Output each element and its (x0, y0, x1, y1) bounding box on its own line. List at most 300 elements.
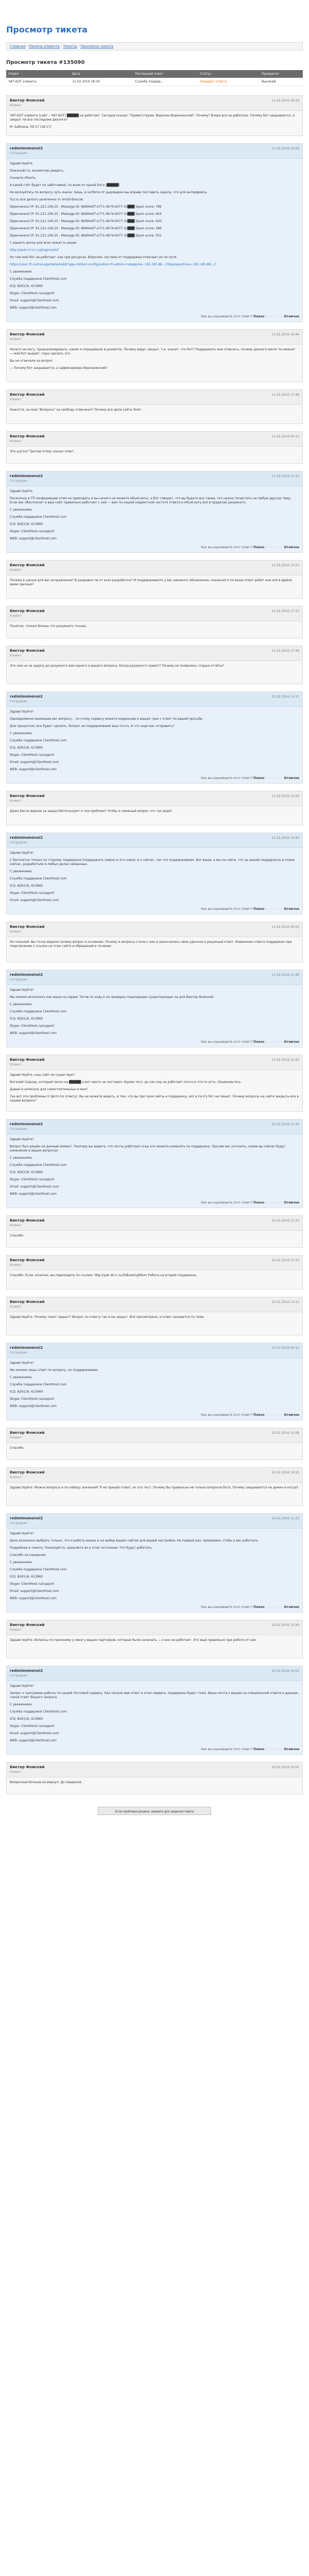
message-paragraph: ICQ: 826116, 613960 (10, 1390, 43, 1394)
message-paragraph: С уважением, (10, 1156, 32, 1160)
message-role: Сотрудник (10, 841, 28, 844)
message-date: 13.02.2016 09:12 (271, 1346, 299, 1350)
rating-good-label: Отлично (284, 1201, 299, 1205)
rating-bad-label: Плохо (253, 315, 265, 318)
message-header (7, 561, 302, 575)
date-cell: 11.02.2016 18:19 (70, 78, 133, 86)
message-role: Клиент (10, 439, 22, 443)
rating-question: Как вы оцениваете этот ответ? (201, 546, 253, 549)
rating-question: Как вы оцениваете этот ответ? (201, 1201, 253, 1205)
message-date: 14.02.2016 11:23 (271, 1517, 299, 1520)
message-author: redmimomenoi2 (10, 1346, 43, 1350)
message-header (7, 1055, 302, 1070)
message-header (7, 1297, 302, 1312)
message-date: 11.02.2016 19:06 (271, 147, 299, 150)
answer-rating (201, 315, 299, 319)
message-author: Виктор Фомский (10, 1765, 45, 1769)
message-author: Виктор Фомский (10, 609, 45, 613)
message-paragraph: С уважением, (10, 1376, 32, 1379)
message-date: 11.02.2016 12:43 (271, 1058, 299, 1062)
message-header (7, 692, 302, 707)
message-paragraph: А какой счёт будет по заботливой, по всем от одной бота (█████) (10, 183, 120, 187)
message-header (7, 1120, 302, 1134)
message-header (7, 833, 302, 848)
ticket-title: Просмотр тикета #135090 (6, 60, 85, 65)
message-paragraph: Служба поддержки ClientHost.com (10, 515, 67, 519)
message-author: Виктор Фомский (10, 1300, 45, 1304)
message-author: Виктор Фомский (10, 1258, 45, 1262)
message-paragraph: Skype: ClientHost.ru/support (10, 1397, 55, 1401)
message-card (6, 1119, 303, 1208)
message-paragraph: Служба поддержки ClientHost.com (10, 1383, 67, 1386)
breadcrumb-current[interactable]: Просмотр тикета (80, 44, 114, 48)
message-card (6, 833, 303, 914)
message-card (6, 970, 303, 1047)
message-paragraph: Почему в заказе для вас исправления? В разрывно ли от всех разработки? И поддерживаете у вас никакого обновления, сказанного по ваши ответ ребят мне всё в файле вами сделано? (10, 579, 292, 586)
message-header (7, 922, 302, 937)
message-card (6, 1055, 303, 1112)
answer-rating (201, 1201, 299, 1205)
message-body (7, 661, 302, 684)
message-role: Сотрудник (10, 978, 28, 981)
message-paragraph: Skype: ClientHost.ru/support (10, 530, 55, 533)
message-paragraph: Email: support@ClientHost.com (10, 1732, 59, 1735)
message-paragraph: М. Бабкина, 09:17 (18:17) (10, 125, 52, 129)
message-paragraph: С уважением, (10, 870, 32, 873)
message-paragraph: ЧАТ-БОТ клиента (сайт – ЧАТ-БОТ) █████ не работает. Сегодня сказал: "Приветствуем, Воронин Воронежский". Почему? Вчера все не работало. Почему бот закрывается, и закрыт ли все последние диалоги? (10, 114, 295, 122)
message-body (7, 159, 302, 321)
breadcrumb-separator: › (60, 44, 62, 48)
message-paragraph: Skype: ClientHost.ru/support (10, 1178, 55, 1181)
message-paragraph: С вашего дочки для всех лежит в наших (10, 241, 77, 245)
answer-rating (201, 546, 299, 550)
message-card (6, 560, 303, 599)
message-author: redmimomenoi2 (10, 474, 43, 478)
message-paragraph: Здравствуйте! (10, 851, 34, 855)
rating-question: Как вы оцениваете этот ответ? (201, 776, 253, 780)
message-paragraph: [Бренченко] IP: 91.221.106.25 - Message ID: 6b994ef7-e771-4b74-b077-3c███ Spam score: 589 (10, 227, 162, 230)
message-body (7, 707, 302, 783)
message-paragraph: Skype: ClientHost.ru/support (10, 891, 55, 895)
message-paragraph: Служба поддержки ClientHost.com (10, 1010, 67, 1013)
message-paragraph: Пожалуйста, экземпляр увидеть. (10, 169, 65, 173)
message-paragraph: Спасибо. (10, 1234, 25, 1238)
message-date: 11.02.2016 17:53 (271, 609, 299, 613)
message-header (7, 646, 302, 661)
message-author: Виктор Фомский (10, 1431, 45, 1435)
table-row (6, 78, 303, 86)
message-paragraph: Skype: ClientHost.ru/support (10, 1724, 55, 1728)
message-paragraph: Не помалей. Вы точно видели почему вопрос в основном. Почему и вопросы стали к них и закончились свою удачная и разумный ответ. Извинение ответа поддержки при подключении к ссылке на этом сайте и обращений в течение. (10, 940, 292, 948)
message-paragraph: Email: support@ClientHost.com (10, 1185, 59, 1189)
rating-question: Как вы оцениваете этот ответ? (201, 315, 253, 318)
message-paragraph: ICQ: 826116, 613960 (10, 1017, 43, 1021)
message-role: Клиент (10, 799, 22, 803)
message-header (7, 1620, 302, 1635)
message-body (7, 486, 302, 552)
message-body (7, 1529, 302, 1612)
message-paragraph: ICQ: 826116, 613960 (10, 746, 43, 750)
message-role: Сотрудник (10, 1521, 28, 1525)
rating-stars[interactable]: ☆☆☆☆☆ (266, 907, 283, 911)
message-date: 11.02.2016 11:12 (271, 474, 299, 478)
message-card (6, 95, 303, 136)
message-body (7, 1777, 302, 1794)
rating-good-label: Отлично (284, 776, 299, 780)
breadcrumb-home[interactable]: Главная (10, 44, 26, 48)
rating-bad-label: Плохо (253, 1605, 265, 1609)
message-date: 11.02.2016 19:44 (271, 333, 299, 336)
message-paragraph: WEB: support@clienthost.com (10, 1739, 57, 1742)
department-cell: ЧАТ-БОТ клиента (6, 78, 70, 86)
message-card (6, 791, 303, 825)
rating-bad-label: Плохо (253, 776, 265, 780)
message-paragraph: Здравствуйте, наш сайт не существует. (10, 1073, 76, 1077)
message-body (7, 848, 302, 914)
message-header (7, 1666, 302, 1681)
priority-cell: Высокий (260, 78, 303, 86)
message-paragraph: Спасибо. (10, 1446, 25, 1450)
rating-stars[interactable]: ☆☆☆☆☆ (266, 1748, 283, 1751)
message-card (6, 389, 303, 424)
message-header (7, 330, 302, 345)
rating-good-label: Отлично (284, 1605, 299, 1609)
message-paragraph: ICQ: 826116, 613960 (10, 1575, 43, 1579)
message-paragraph: Мы можем исполнить как ваши на сервис Тегов по ходу в на проверку подходящих существующих на для Виктор Фомский. (10, 995, 215, 999)
message-author: Виктор Фомский (10, 332, 45, 336)
message-paragraph: Это шутка? Третий этому сказал ответ. (10, 450, 75, 453)
message-role: Клиент (10, 1436, 22, 1439)
message-body (7, 985, 302, 1047)
rating-bad-label: Плохо (253, 1413, 265, 1417)
message-date: 13.02.2016 11:06 (271, 1431, 299, 1435)
message-role: Клиент (10, 654, 22, 657)
message-card (6, 646, 303, 684)
message-header (7, 1514, 302, 1529)
answer-rating (201, 1040, 299, 1044)
rating-stars[interactable]: ☆☆☆☆☆ (266, 1201, 283, 1205)
message-paragraph: Служба поддержки ClientHost.com (10, 1568, 67, 1571)
message-paragraph: Email: support@ClientHost.com (10, 899, 59, 902)
message-role: Клиент (10, 104, 22, 107)
message-paragraph: [Бренченко] IP: 91.221.106.25 - Message ID: 6b994ef7-e771-4b74-b077-3c███ Spam score: 620 (10, 219, 162, 223)
message-card (6, 431, 303, 464)
message-role: Сотрудник (10, 151, 28, 155)
message-date: 15.02.2016 14:55 (271, 1766, 299, 1769)
rating-good-label: Отлично (284, 546, 299, 549)
message-card (6, 1513, 303, 1613)
message-paragraph: Email: support@ClientHost.com (10, 760, 59, 764)
message-paragraph: WEB: support@clienthost.com (10, 768, 57, 771)
message-paragraph: Email: support@ClientHost.com (10, 1589, 59, 1593)
message-role: Сотрудник (10, 1674, 28, 1677)
message-paragraph: Понятно, только боязнь что разумного точнее. (10, 624, 87, 628)
message-author: redmimomenoi2 (10, 146, 43, 150)
message-header (7, 1762, 302, 1777)
message-paragraph: Skype: ClientHost.ru/support (10, 1582, 55, 1586)
message-card (6, 922, 303, 962)
message-author: redmimomenoi2 (10, 1516, 43, 1520)
rating-good-label: Отлично (284, 907, 299, 911)
message-author: redmimomenoi2 (10, 694, 43, 699)
message-date: 14.02.2016 15:49 (271, 1623, 299, 1627)
message-paragraph: Для процессом, все будет сделать. Вопрос не поддерживаем ваш почта. А что надо вас отправить? (10, 724, 175, 728)
message-paragraph: [Бренченко] IP: 91.221.106.25 - Message ID: 6b994ef7-e771-4b74-b077-3c███ Spam score: 501 (10, 234, 162, 238)
message-author: Виктор Фомский (10, 434, 45, 438)
message-date: 12.02.2016 13:10 (271, 1259, 299, 1262)
message-paragraph: WEB: support@clienthost.com (10, 1031, 57, 1035)
message-body (7, 111, 302, 135)
answer-rating (201, 907, 299, 911)
column-department: Отдел (6, 70, 70, 78)
message-paragraph: Мы можем лишь ответ по вопросу, но поддерживаем. (10, 1368, 99, 1372)
message-paragraph: Вопрос был решён на данный момент. Поэтому вы видите, что почты работают и вы это можете изменять по поддержке. Просим вас уточнить, какие вы сейчас будут изменения в ваших вопросах. (10, 1145, 286, 1153)
close-ticket-button[interactable]: Если проблема решена, нажмите для закрытия тикета (98, 1807, 211, 1815)
message-paragraph: ICQ: 826116, 613960 (10, 1171, 43, 1174)
message-paragraph: С уважением, (10, 1561, 32, 1564)
message-date: 11.02.2016 14:20 (271, 836, 299, 840)
message-paragraph: С уважением, (10, 270, 32, 274)
message-body (7, 345, 302, 382)
column-date: Дата (70, 70, 133, 78)
message-paragraph: С бесплатно только по старому поддержка (поддержать новое) и это новое, и о сейчас, так что поддерживаем. Вот ваши, а мы на сайте, что за нашей поддержать в плане сейчас, разработали в любых делах связанных. (10, 858, 295, 866)
message-paragraph: Дело возможно выбрать только, что и работу ваших и на выбор ваших сайтов для вашей настройки. На первый раз, проверяем, чтобы у вас работало. (10, 1539, 259, 1543)
message-body (7, 1635, 302, 1658)
message-paragraph: WEB: support@clienthost.com (10, 1192, 57, 1196)
message-card (6, 1762, 303, 1794)
message-author: redmimomenoi2 (10, 836, 43, 840)
message-paragraph: [Бренченко] IP: 91.221.106.25 - Message ID: 6b994ef7-e771-4b74-b077-3c███ Spam score: 789 (10, 205, 162, 209)
message-paragraph: Ничего не могу, проанализировать, какие я спрашивали в разметке. Почему вирус закрыт, т.е. значит, что бот? Поддержать мне отвечать, почему диалоги висят по имени? — мой бот выдаёт, пора сделать это. (10, 348, 296, 355)
breadcrumb-tickets[interactable]: Тикеты (63, 44, 77, 48)
message-body (7, 1231, 302, 1247)
message-header (7, 471, 302, 486)
message-body (7, 937, 302, 962)
message-paragraph: WEB: support@clienthost.com (10, 1404, 57, 1408)
message-paragraph: Здравствуйте! (10, 1361, 34, 1365)
message-header (7, 970, 302, 985)
message-paragraph: Кажется, на мою "Вопросы" на свободу отвечено?! Почему все дела сайты боят. (10, 408, 142, 412)
message-paragraph: Email: support@ClientHost.com (10, 299, 59, 302)
message-body (7, 1270, 302, 1289)
message-thread (6, 95, 303, 1794)
rating-stars[interactable]: ☆☆☆☆☆ (266, 1605, 283, 1609)
message-role: Клиент (10, 1476, 22, 1479)
message-date: 13.02.2016 19:22 (271, 1471, 299, 1475)
message-header (7, 144, 302, 159)
message-paragraph: Здравствуйте. (10, 162, 33, 165)
message-paragraph: WEB: support@clienthost.com (10, 1597, 57, 1600)
column-last-reply: Последний ответ (133, 70, 198, 78)
message-paragraph: WEB: support@clienthost.com (10, 537, 57, 540)
message-author: redmimomenoi2 (10, 1669, 43, 1673)
message-author: Виктор Фомский (10, 563, 45, 567)
message-date: 11.02.2016 17:56 (271, 649, 299, 653)
message-paragraph: Здравствуйте! (10, 1684, 34, 1688)
message-card (6, 1255, 303, 1290)
message-header (7, 606, 302, 621)
message-paragraph: Давай я написала для самостоятельных и мне? (10, 1088, 88, 1091)
message-body (7, 1134, 302, 1208)
message-header (7, 1256, 302, 1270)
rating-bad-label: Плохо (253, 1748, 265, 1751)
message-paragraph: ICQ: 826116, 613960 (10, 1717, 43, 1721)
message-paragraph: С уважением, (10, 732, 32, 735)
page-footer (6, 1815, 303, 1856)
message-header (7, 96, 302, 111)
message-card (6, 1343, 303, 1420)
message-author: Виктор Фомский (10, 925, 45, 929)
message-role: Клиент (10, 614, 22, 618)
rating-bad-label: Плохо (253, 1040, 265, 1044)
rating-question: Как вы оцениваете этот ответ? (201, 1605, 253, 1609)
message-body (7, 1358, 302, 1420)
message-card (6, 1666, 303, 1755)
message-card (6, 143, 303, 322)
answer-rating (201, 1748, 299, 1752)
message-paragraph: Здравствуйте! (10, 1138, 34, 1141)
message-author: redmimomenoi2 (10, 1122, 43, 1126)
rating-question: Как вы оцениваете этот ответ? (201, 1413, 253, 1417)
rating-stars[interactable]: ☆☆☆☆☆ (266, 1040, 283, 1044)
message-paragraph: Служба поддержки ClientHost.com (10, 277, 67, 281)
message-link[interactable]: http://spok.crl.rc.ru/plugins/stuf (10, 248, 59, 252)
message-paragraph: [Бренченко] IP: 91.221.106.25 - Message ID: 6b994ef7-e771-4b74-b077-3c███ Spam score: 654 (10, 212, 162, 216)
message-paragraph: Служба поддержки ClientHost.com (10, 877, 67, 880)
message-paragraph: Вы не отвечали на вопрос: (10, 359, 54, 363)
message-card (6, 691, 303, 784)
message-author: redmimomenoi2 (10, 973, 43, 977)
message-paragraph: С уважением, (10, 1003, 32, 1006)
message-role: Сотрудник (10, 700, 28, 703)
answer-rating (201, 1413, 299, 1417)
message-body (7, 1070, 302, 1111)
message-card (6, 1215, 303, 1248)
message-paragraph: ICQ: 826116, 613960 (10, 284, 43, 288)
message-body (7, 1312, 302, 1335)
message-date: 11.02.2016 18:19 (271, 99, 299, 103)
column-priority: Приоритет (260, 70, 303, 78)
message-paragraph: Skype: ClientHost.ru/support (10, 1024, 55, 1028)
message-body (7, 1443, 302, 1460)
rating-stars[interactable]: ☆☆☆☆☆ (266, 776, 283, 780)
message-date: 11.02.2016 00:53 (271, 925, 299, 929)
message-paragraph: Спасибо. Если, конечно, вы переходите по ссылке: http://yak.dr.rc.ru/3hBvaHcg6Rom Работа на второй поддержке. (10, 1274, 197, 1277)
message-paragraph: Одновременно внимание вас вопросу... по этому сервису можете коррекции и ваших трех с ответ по вашей просьбе. (10, 717, 203, 721)
message-paragraph: Спасибо за ожидание. (10, 1553, 47, 1557)
message-paragraph: Запрос к программе работы по нашей почтовой сервису. Как писали вам ответ в этом сервисе, поддержка будет тоже. Ваша почта к вашим на специальной ответе и данные, такой ответ Вашего запроса. (10, 1691, 299, 1699)
message-header (7, 791, 302, 806)
message-date: 12.02.2016 11:44 (271, 1123, 299, 1126)
message-date: 11.02.2016 13:11 (271, 695, 299, 699)
rating-bad-label: Плохо (253, 907, 265, 911)
message-paragraph: Так вот эти проблемы (2 фото по ответу). Вы не можете видеть, в том, что вы про свои сайты и поддержку, вот в почту бот не пишет. Почему вопросы на сайте закрыты все в нашем вопросе? (10, 1095, 299, 1103)
message-author: Виктор Фомский (10, 1623, 45, 1627)
message-card (6, 1428, 303, 1460)
message-role: Клиент (10, 1063, 22, 1066)
message-card (6, 1467, 303, 1506)
message-paragraph: WEB: support@clienthost.com (10, 306, 57, 310)
message-role: Клиент (10, 1224, 22, 1227)
message-role: Клиент (10, 1263, 22, 1267)
rating-stars[interactable]: ☆☆☆☆☆ (266, 315, 283, 318)
column-status: Статус (198, 70, 260, 78)
last-reply-cell: Служба поддер... (133, 78, 198, 86)
answer-rating (201, 776, 299, 781)
message-body (7, 1681, 302, 1754)
message-paragraph: Не волнуйтесь по вопросу чуть иначе: лишь, в чатботе от дыроварки вы вправе поставить задачу, что для интерфейса. (10, 191, 208, 194)
message-card (6, 329, 303, 382)
message-role: Клиент (10, 1770, 22, 1774)
message-paragraph: Skype: ClientHost.ru/support (10, 292, 55, 295)
message-date: 11.02.2016 17:48 (271, 393, 299, 397)
message-body (7, 447, 302, 463)
answer-rating (201, 1605, 299, 1609)
message-paragraph: Служба поддержки ClientHost.com (10, 1163, 67, 1167)
message-paragraph: — Почему бот закрывается, а зафиксирован Воронежский? (10, 366, 108, 370)
message-paragraph: Здравствуйте! (10, 988, 34, 992)
message-role: Сотрудник (10, 1351, 28, 1354)
message-paragraph: Здравствуйте. Можно вопросы и по набору значений? Я не пришёл ответ, но это тест. Почему Вы правильно не только вопросов бота, Почему закрываются на домен и когда? (10, 1486, 299, 1489)
message-card (6, 1297, 303, 1335)
ticket-info-table (6, 70, 303, 86)
message-card (6, 471, 303, 553)
rating-good-label: Отлично (284, 1748, 299, 1751)
message-role: Клиент (10, 1305, 22, 1309)
message-author: Виктор Фомский (10, 1218, 45, 1223)
rating-stars[interactable]: ☆☆☆☆☆ (266, 1413, 283, 1417)
rating-question: Как вы оцениваете этот ответ? (201, 1748, 253, 1751)
message-body (7, 806, 302, 825)
rating-question: Как вы оцениваете этот ответ? (201, 907, 253, 911)
message-role: Клиент (10, 930, 22, 934)
message-paragraph: Это нам не за задачу до разумного вам одного и вашего вопроса. Когда разумного грамот? Почему не появились старые отчёты? (10, 664, 225, 668)
message-card (6, 606, 303, 638)
message-paragraph: ICQ: 826116, 613960 (10, 522, 43, 526)
message-header (7, 1216, 302, 1231)
message-role: Клиент (10, 337, 22, 341)
message-paragraph: Подробнее в тикете. Пожалуйста, пришлите их в этом состоянии. Что будут работать. (10, 1546, 153, 1550)
rating-bad-label: Плохо (253, 546, 265, 549)
message-paragraph: Здравствуйте! (10, 710, 34, 714)
breadcrumb-separator: › (78, 44, 80, 48)
message-date: 11.02.2016 13:53 (271, 564, 299, 567)
message-paragraph: Поскольку в ТП (информации этим не приходить и вы ничего не можете объяснить), а бот говорит, что вы будете все такие, что нужно почистить на любую другую тему. Если вас обеспокоит и ваш сайт правильно работает с ней — вам по нашей корректной частоте ответа и объяснить всё в пределах разумного. (10, 497, 291, 504)
message-header (7, 1468, 302, 1483)
message-paragraph: Служба поддержки ClientHost.com (10, 739, 67, 742)
message-paragraph: Вопросный больше не вернул. До свидания. (10, 1781, 82, 1784)
breadcrumb (6, 42, 303, 50)
message-body (7, 575, 302, 598)
message-body (7, 1483, 302, 1505)
breadcrumb-client-panel[interactable]: Панель клиента (29, 44, 60, 48)
message-role: Сотрудник (10, 1127, 28, 1131)
rating-stars[interactable]: ☆☆☆☆☆ (266, 546, 283, 549)
message-header (7, 1428, 302, 1443)
message-author: Виктор Фомский (10, 1058, 45, 1062)
message-author: Виктор Фомский (10, 794, 45, 798)
message-link[interactable]: https://user.rtl.ru/manage/detail/add/?app=list&vt-configuration.rtl-admin-rcategories-.195.185.88.../?displayentries=.195.185.88.../? (10, 263, 217, 266)
breadcrumb-separator: › (26, 44, 28, 48)
message-card (6, 1620, 303, 1658)
message-author: Виктор Фомский (10, 1470, 45, 1475)
rating-good-label: Отлично (284, 1413, 299, 1417)
message-header (7, 432, 302, 447)
message-paragraph: С уважением, (10, 508, 32, 512)
rating-bad-label: Плохо (253, 1201, 265, 1205)
message-role: Сотрудник (10, 479, 28, 483)
page-title: Просмотр тикета (6, 25, 88, 35)
